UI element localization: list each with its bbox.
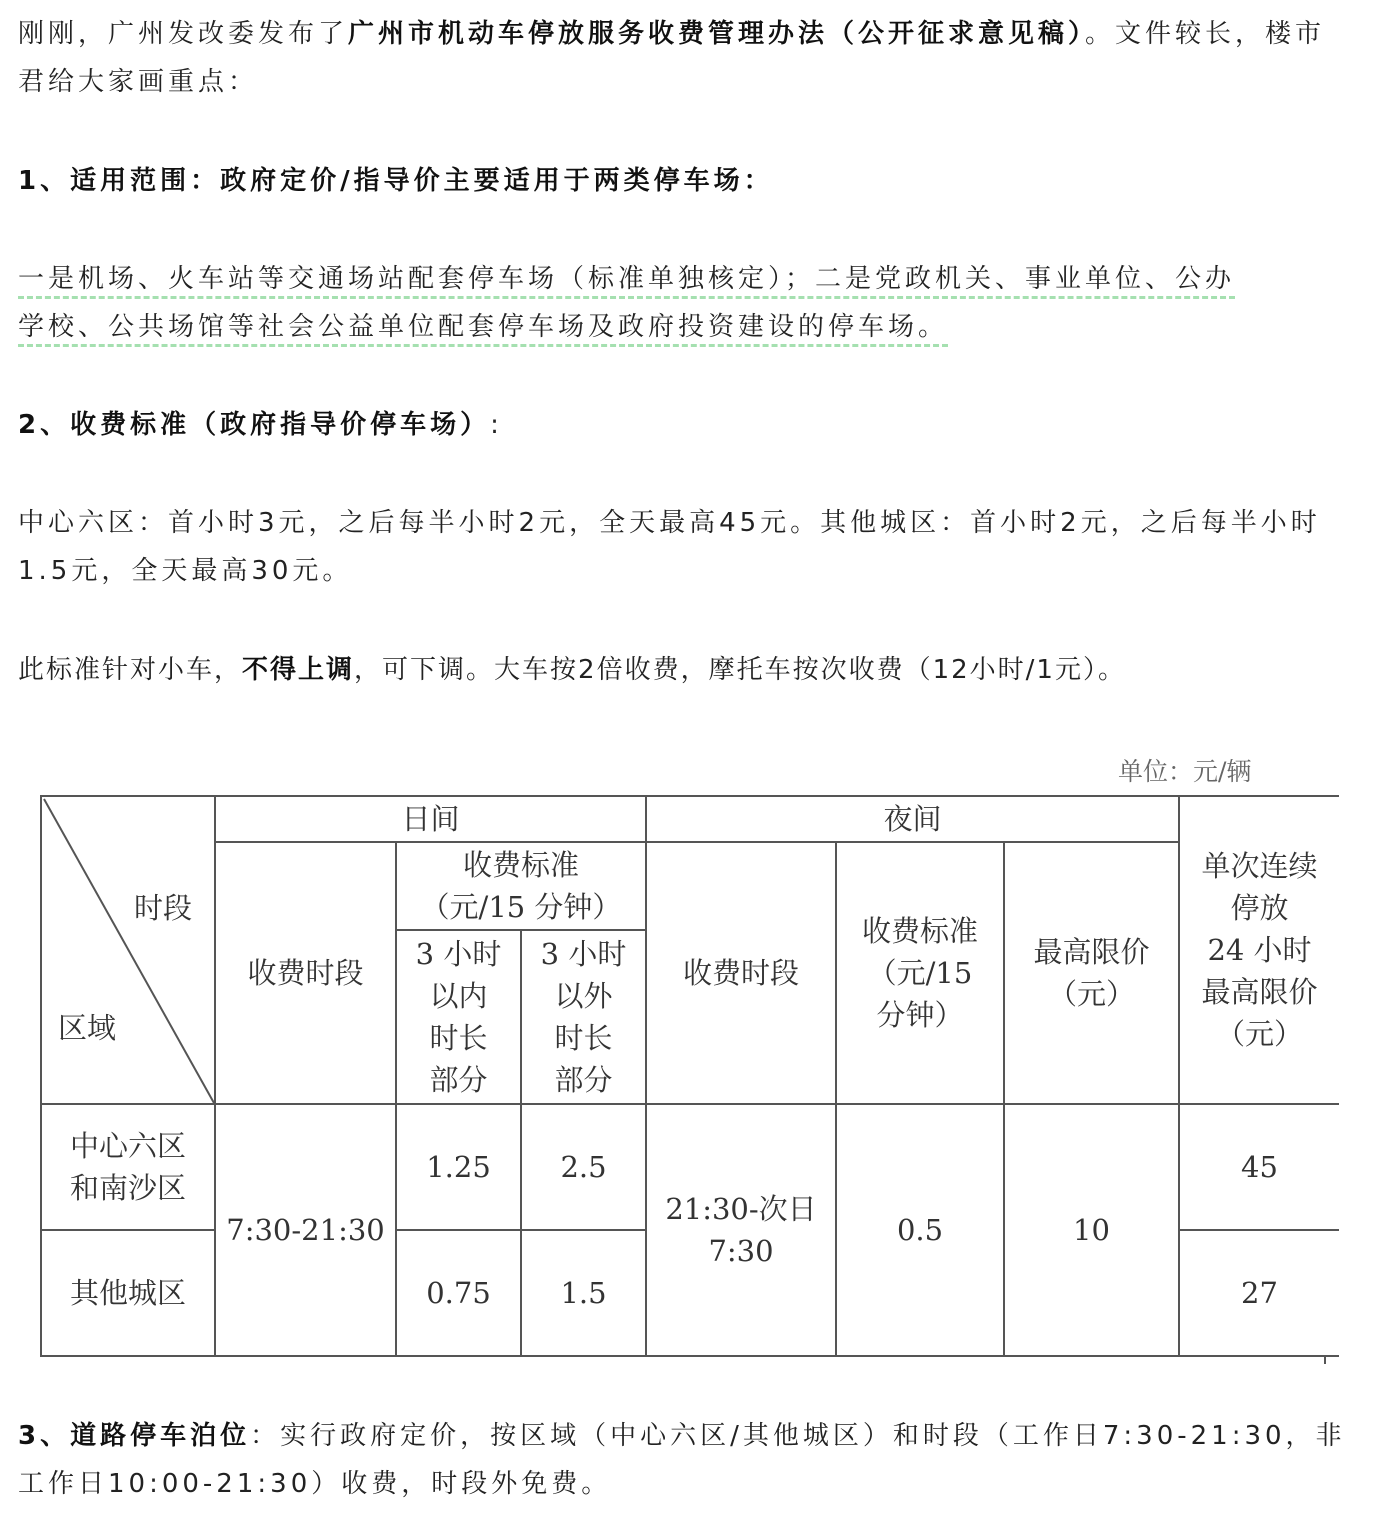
beyond3-cell: 1.5 [521,1230,646,1356]
day-header: 日间 [215,796,646,842]
corner-zone-label: 区域 [58,1011,117,1045]
night-period-header: 收费时段 [646,842,836,1104]
section3-paragraph [18,1412,1348,1508]
zone-cell: 中心六区 和南沙区 [41,1104,215,1230]
section3-body: ：实行政府定价，按区域（中心六区/其他城区）和时段（工作日7:30-21:30，非工作日10:00-21:30）收费，时段外免费。 [18,1421,1346,1499]
day-period-header: 收费时段 [215,842,396,1104]
section1-heading-text: 1、适用范围：政府定价/指导价主要适用于两类停车场： [18,166,774,196]
cap24-header: 单次连续 停放 24 小时 最高限价 （元） [1179,796,1339,1104]
fee-table [40,795,1339,1357]
night-cap-header: 最高限价 （元） [1004,842,1179,1104]
corner-cell [41,796,215,1104]
day-period-cell: 7:30-21:30 [215,1104,396,1356]
table-row [41,1104,1339,1230]
rates-paragraph: 中心六区：首小时3元，之后每半小时2元，全天最高45元。其他城区：首小时2元，之后每半小时1.5元，全天最高30元。 [18,508,1321,586]
night-rate-header: 收费标准 （元/15 分钟） [836,842,1004,1104]
section2-heading-colon: : [490,410,503,440]
section2-heading [18,401,1348,449]
unit-label: 单位：元/辆 [1118,757,1252,786]
diagonal-line-icon [42,797,216,1105]
section1-heading [18,157,1348,205]
note-text-tail: ，可下调。大车按2倍收费，摩托车按次收费（12小时/1元）。 [354,655,1126,685]
within3-header: 3 小时 以内 时长 部分 [396,930,521,1104]
within3-cell: 0.75 [396,1230,521,1356]
intro-text: 刚刚，广州发改委发布了 [18,19,349,49]
highlight-line-2: 学校、公共场馆等社会公益单位配套停车场及政府投资建设的停车场。 [18,312,948,347]
beyond3-cell: 2.5 [521,1104,646,1230]
zone-cell: 其他城区 [41,1230,215,1356]
note-text: 此标准针对小车， [18,655,243,685]
intro-paragraph [18,10,1348,106]
night-header: 夜间 [646,796,1179,842]
within3-cell: 1.25 [396,1104,521,1230]
night-cap-cell: 10 [1004,1104,1179,1356]
section2-heading-text: 2、收费标准（政府指导价停车场） [18,410,491,440]
note-paragraph [18,646,1348,694]
night-period-cell: 21:30-次日 7:30 [646,1104,836,1356]
cap24-cell: 27 [1179,1230,1339,1356]
intro-text-tail: 。文件较长，楼市君给大家画重点： [18,19,1326,97]
highlight-line-1: 一是机场、火车站等交通场站配套停车场（标准单独核定）；二是党政机关、事业单位、公办 [18,264,1235,299]
beyond3-header: 3 小时 以外 时长 部分 [521,930,646,1104]
corner-period-label: 时段 [134,891,193,925]
section3-heading: 3、道路停车泊位 [18,1421,251,1451]
cap24-cell: 45 [1179,1104,1339,1230]
night-rate-cell: 0.5 [836,1104,1004,1356]
table-edge-tick [1324,1356,1326,1364]
section1-highlight [18,255,1348,351]
note-emphasis: 不得上调 [242,655,355,685]
document-title: 广州市机动车停放服务收费管理办法（公开征求意见稿） [348,19,1086,49]
day-rate-header: 收费标准 （元/15 分钟） [396,842,646,930]
